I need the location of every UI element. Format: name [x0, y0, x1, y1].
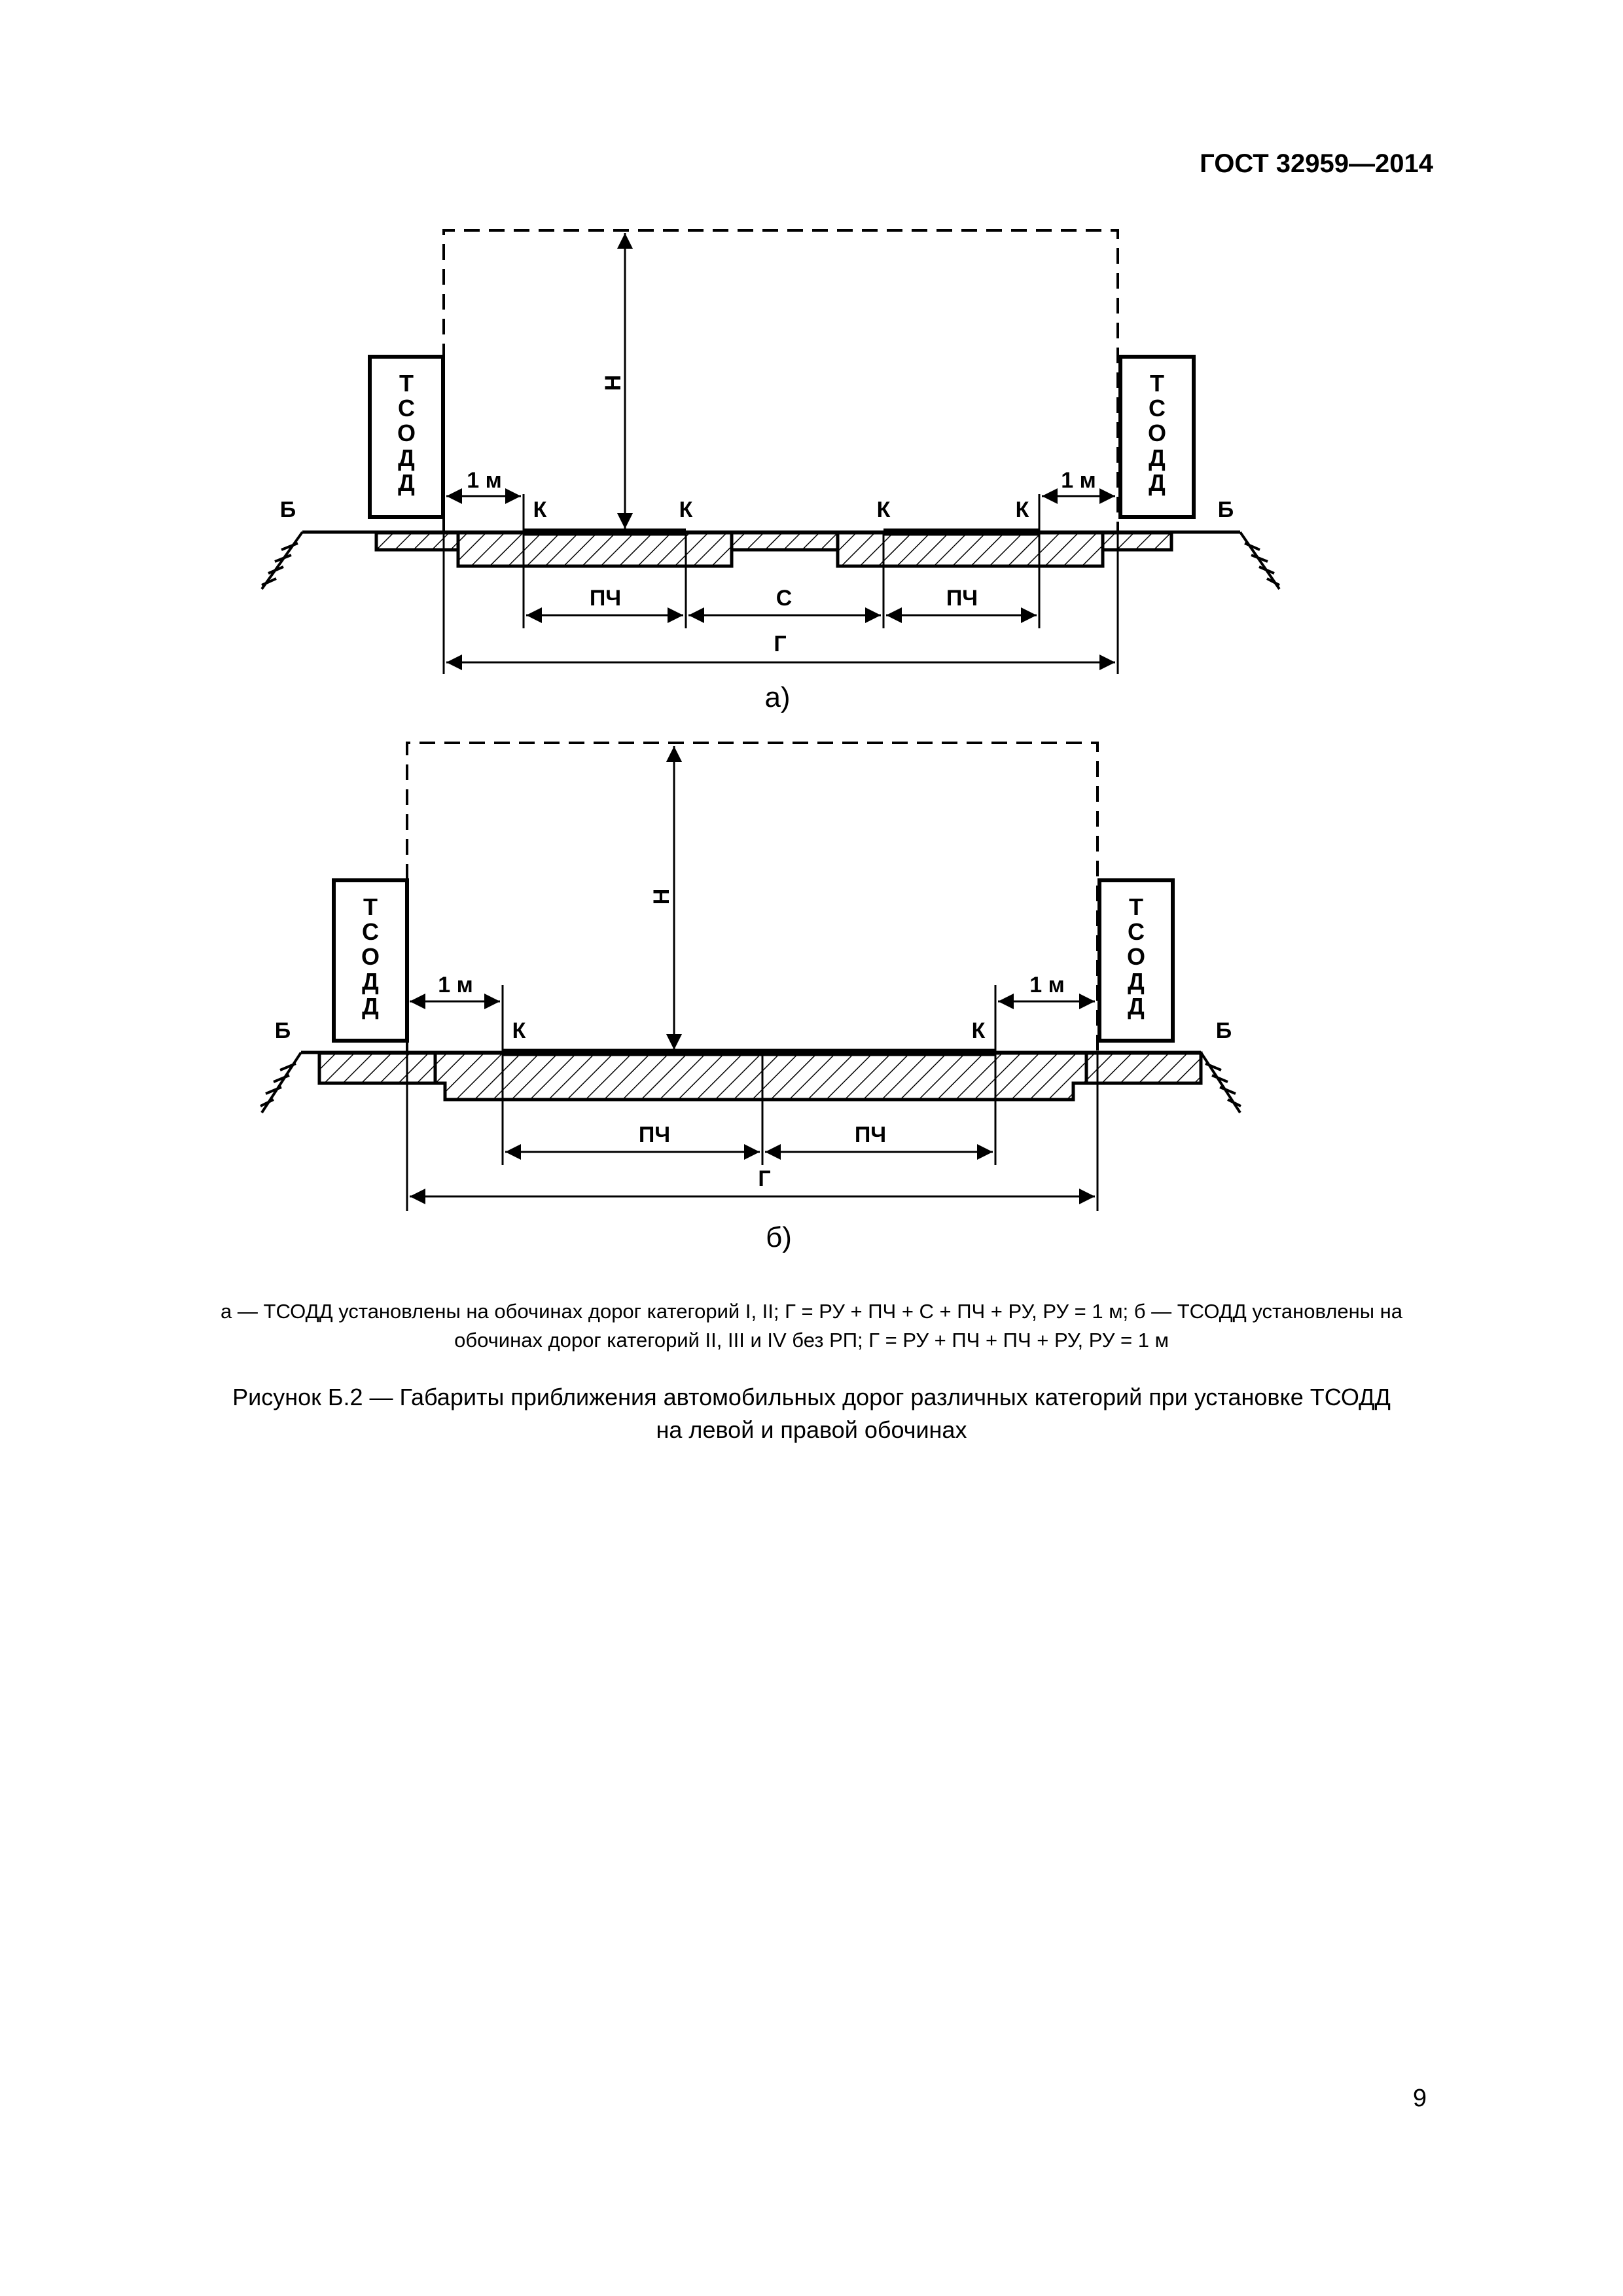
figure-a	[262, 230, 1279, 713]
median-layer-a	[732, 533, 838, 550]
slope-right-b	[1201, 1052, 1241, 1113]
clearance-envelope-b	[407, 743, 1097, 1054]
svg-text:Д: Д	[1149, 469, 1166, 496]
svg-text:О: О	[1147, 420, 1167, 446]
figure-notes	[131, 1297, 1492, 1355]
svg-text:Т: Т	[399, 370, 414, 397]
edge-label-right-b: Б	[1215, 1018, 1232, 1043]
svg-text:О: О	[397, 420, 416, 446]
k-mark-a-1: К	[533, 497, 547, 522]
height-label-a: Н	[601, 374, 626, 391]
edge-label-left-a: Б	[279, 497, 296, 522]
offset-label-left-b: 1 м	[438, 973, 473, 997]
dim-total-label-b: Г	[758, 1166, 771, 1191]
dim-pch-right-label-b: ПЧ	[854, 1122, 887, 1147]
slope-left-a	[262, 532, 302, 589]
caption-b: б)	[766, 1221, 792, 1253]
figure-caption-line-1: Рисунок Б.2 — Габариты приближения автомобильных дорог различных категорий при установке ТСОДД	[232, 1384, 1391, 1410]
shoulder-right-a	[1103, 533, 1171, 550]
offset-label-left-a: 1 м	[467, 468, 502, 493]
document-code: ГОСТ 32959—2014	[1200, 149, 1433, 178]
svg-text:Д: Д	[398, 444, 415, 471]
k-mark-b-1: К	[512, 1018, 526, 1043]
offset-label-right-b: 1 м	[1029, 973, 1065, 997]
sign-right-text-b	[1127, 893, 1145, 1020]
figure-note-line-1: а — ТСОДД установлены на обочинах дорог категорий I, II; Г = РУ + ПЧ + С + ПЧ + РУ, РУ = 1 м; б — ТСОДД установлены на	[221, 1300, 1402, 1323]
sign-left-text-a	[397, 370, 416, 496]
svg-text:Т: Т	[1150, 370, 1164, 397]
svg-text:С: С	[362, 918, 379, 945]
k-mark-a-2: К	[679, 497, 693, 522]
dim-pch-right-label-a: ПЧ	[946, 586, 978, 611]
svg-text:С: С	[398, 395, 415, 422]
edge-label-right-a: Б	[1217, 497, 1234, 522]
height-label-b: Н	[649, 888, 674, 905]
k-mark-a-4: К	[1015, 497, 1029, 522]
svg-text:Д: Д	[1128, 993, 1145, 1020]
figure-caption	[131, 1381, 1492, 1446]
svg-text:С: С	[1128, 918, 1145, 945]
sign-right-text-a	[1148, 370, 1166, 496]
svg-text:О: О	[361, 943, 380, 970]
shoulder-right-b	[1086, 1053, 1201, 1083]
dim-pch-left-label-b: ПЧ	[638, 1122, 671, 1147]
svg-text:Т: Т	[1129, 893, 1143, 920]
svg-text:О: О	[1126, 943, 1146, 970]
slope-left-b	[260, 1052, 301, 1113]
figure-b	[260, 743, 1241, 1253]
svg-text:С: С	[1149, 395, 1166, 422]
figure-note-line-2: обочинах дорог категорий II, III и IV без РП; Г = РУ + ПЧ + ПЧ + РУ, РУ = 1 м	[454, 1329, 1169, 1352]
clearance-envelope-a	[444, 230, 1118, 533]
offset-label-right-a: 1 м	[1061, 468, 1096, 493]
slope-right-a	[1240, 532, 1279, 589]
sign-left-text-b	[361, 893, 380, 1020]
k-mark-a-3: К	[876, 497, 891, 522]
page-number: 9	[1412, 2085, 1427, 2112]
road-layer-left-a	[458, 533, 732, 566]
road-layer-right-a	[838, 533, 1103, 566]
caption-a: а)	[764, 681, 791, 713]
svg-text:Д: Д	[1128, 968, 1145, 995]
svg-text:Д: Д	[362, 993, 379, 1020]
svg-text:Д: Д	[398, 469, 415, 496]
road-layer-b	[435, 1053, 1086, 1100]
dim-pch-left-label-a: ПЧ	[589, 586, 622, 611]
edge-label-left-b: Б	[274, 1018, 291, 1043]
svg-text:Д: Д	[1149, 444, 1166, 471]
k-mark-b-2: К	[971, 1018, 986, 1043]
dim-total-label-a: Г	[774, 632, 787, 656]
dim-median-label-a: С	[776, 586, 793, 611]
svg-text:Д: Д	[362, 968, 379, 995]
shoulder-left-b	[319, 1053, 435, 1083]
svg-text:Т: Т	[363, 893, 378, 920]
figure-caption-line-2: на левой и правой обочинах	[656, 1416, 967, 1443]
shoulder-left-a	[376, 533, 458, 550]
